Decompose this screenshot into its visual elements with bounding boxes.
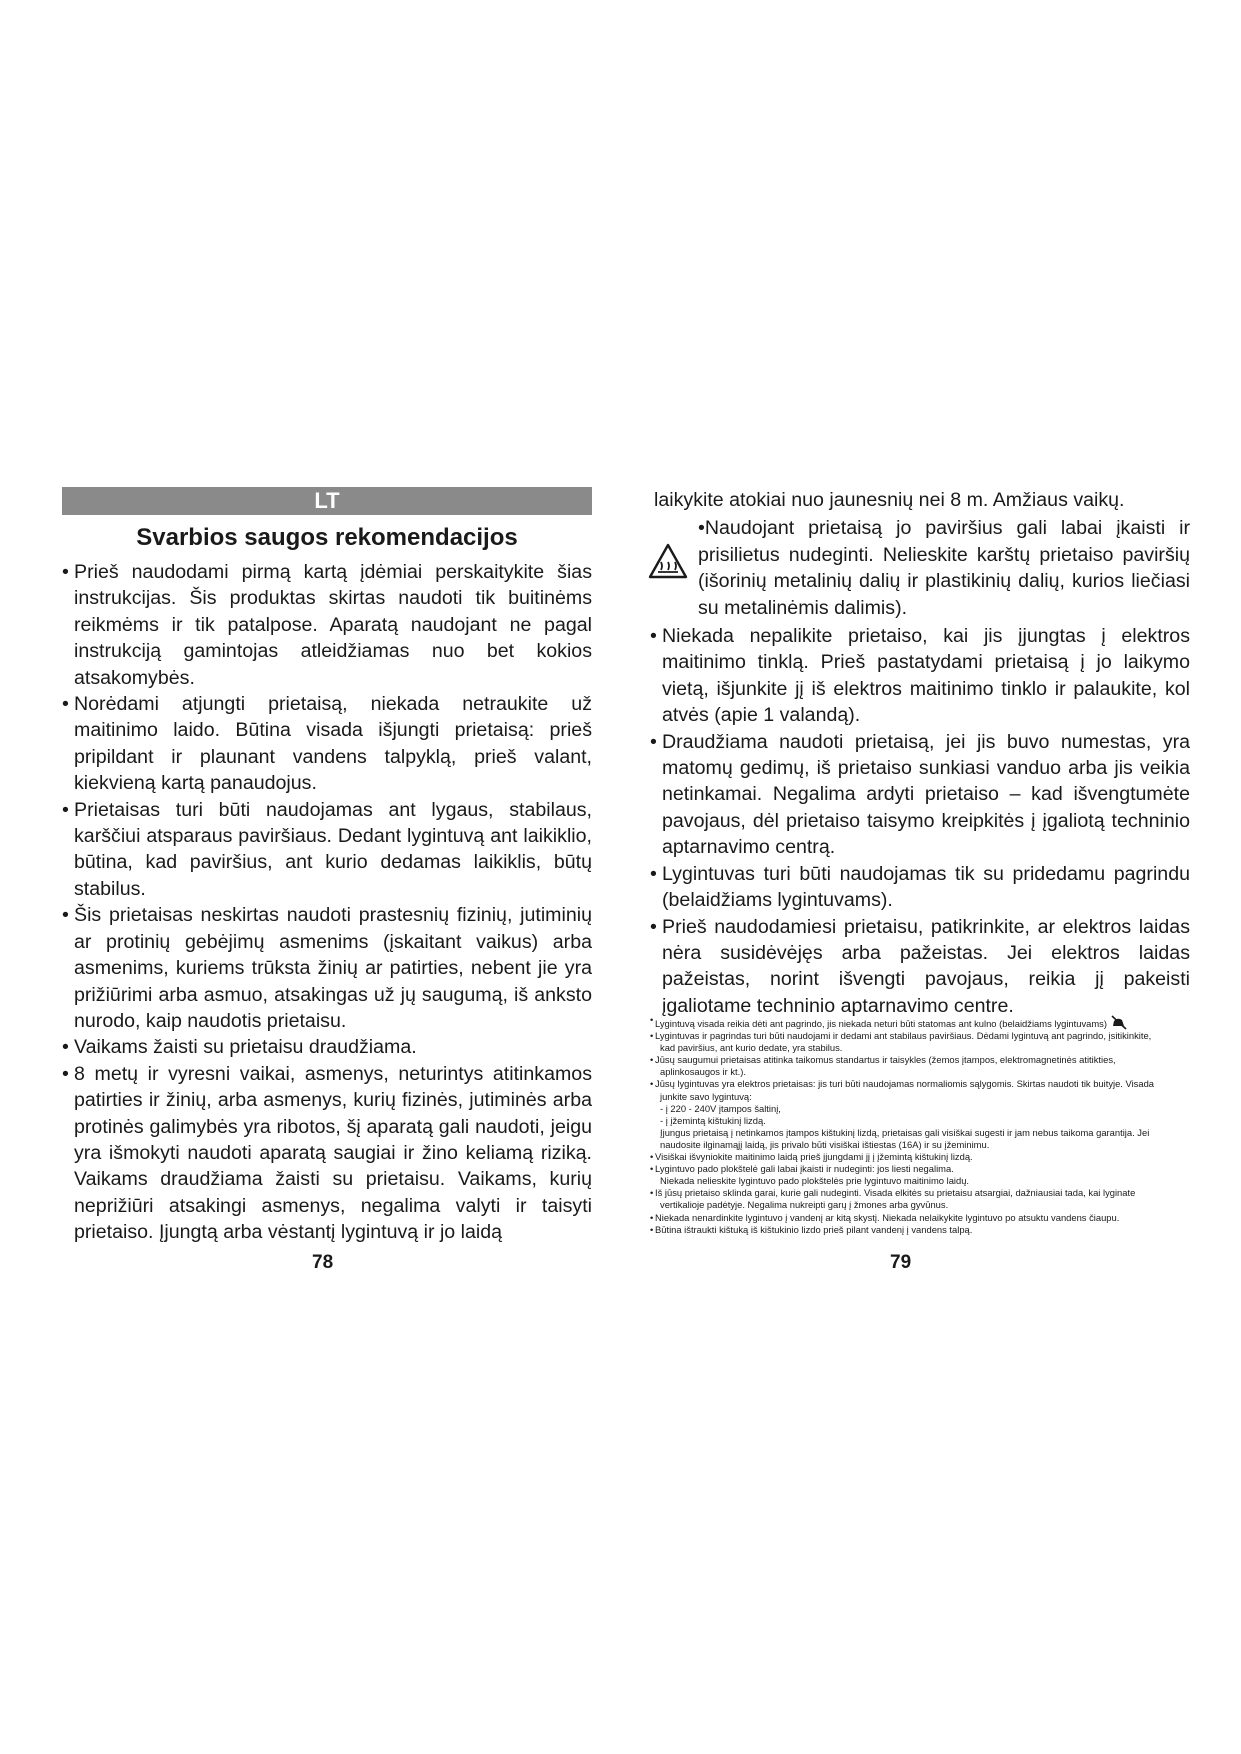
bullet: •	[650, 862, 657, 885]
bullet: •	[650, 1151, 654, 1163]
list-item: • Niekada nepalikite prietaiso, kai jis įjungtas į elektros maitinimo tinklą. Prieš pastatydami prietaisą į jo laikymo vietą, išjunkite jį iš elektros maitinimo tinklo ir palaukite, kol atvės (apie 1 valandą).	[650, 625, 1190, 727]
list-item: • 8 metų ir vyresni vaikai, asmenys, neturintys atitinkamos patirties ir žinių, arba asmenys, kurių fizinės, jutiminės arba protinės galimybės yra ribotos, šį aparatą gali naudoti, jeigu yra išmokyti naudoti aparatą saugiai ir žino keliamą riziką. Vaikams draudžiama žaisti su prietaisu. Vaikams, kurių neprižiūri atsakingi asmenys, negalima valyti ir taisyti prietaiso. Įjungtą arba vėstantį lygintuvą ir jo laidą	[62, 1062, 592, 1244]
small-note-text: Visiškai išvyniokite maitinimo laidą prieš įjungdami jį į įžemintą kištukinį lizdą.	[655, 1151, 973, 1163]
small-note-line	[650, 1054, 1190, 1066]
small-note-text: Lygintuvo pado plokštelė gali labai įkaisti ir nudeginti: jos liesti negalima.	[655, 1163, 954, 1175]
small-note-line	[650, 1175, 1190, 1187]
bullet: •	[650, 1223, 654, 1235]
list-item: • Šis prietaisas neskirtas naudoti prastesnių fizinių, jutiminių ar protinių gebėjimų asmenims (įskaitant vaikus) arba asmenims, kuriems trūksta žinių ar patirties, nebent jie yra prižiūrimi arba asmuo, atsakingas už jų saugumą, iš anksto nurodo, kaip naudotis prietaisu.	[62, 904, 592, 1032]
small-note-text: naudosite ilginamąjį laidą, jis privalo būti visiškai ištiestas (16A) ir su įžeminimu.	[660, 1138, 990, 1150]
list-item: • Prietaisas turi būti naudojamas ant lygaus, stabilaus, karščiui atsparaus paviršiaus. Dedant lygintuvą ant laikiklio, būtina, kad paviršius, ant kurio dedamas laikiklis, būtų stabilus.	[62, 798, 592, 900]
small-note-line	[650, 1151, 1190, 1163]
bullet: •	[650, 1030, 654, 1042]
small-note-text: Niekada nenardinkite lygintuvo į vandenį ar kitą skystį. Niekada nelaikykite lygintuvo po atsuktu vandens čiaupu.	[655, 1211, 1120, 1223]
bullet: •	[62, 1062, 69, 1085]
language-header-bar	[62, 487, 592, 515]
continuation-text: laikykite atokiai nuo jaunesnių nei 8 m. Amžiaus vaikų.	[654, 489, 1125, 511]
list-item: • Norėdami atjungti prietaisą, niekada netraukite už maitinimo laido. Būtina visada išjungti prietaisą: prieš pripildant ir plaunant vandens talpyklą, prieš valant, kiekvieną kartą panaudojus.	[62, 693, 592, 795]
small-note-line	[650, 1014, 1190, 1030]
hot-surface-warning: •Naudojant prietaisą jo paviršius gali labai įkaisti ir prisilietus nudeginti. Nelieskite karštų prietaiso paviršių (išorinių metalinių dalių ir plastikinių dalių, kurios liečiasi su metalinėmis dalimis).	[650, 515, 1190, 621]
small-note-line	[650, 1115, 1190, 1127]
small-note-text: kad paviršius, ant kurio dedate, yra stabilus.	[660, 1042, 843, 1054]
right-safety-list	[650, 487, 1190, 1019]
small-note-text: Jūsų saugumui prietaisas atitinka taikomus standartus ir taisykles (žemos įtampos, elektromagnetinės atitikties,	[655, 1054, 1116, 1066]
small-note-text: Būtina ištraukti kištuką iš kištukinio lizdo prieš pilant vandenį į vandens talpą.	[655, 1223, 973, 1235]
small-print-notes	[650, 1014, 1190, 1236]
bullet: •	[650, 625, 657, 648]
small-note-line	[650, 1091, 1190, 1103]
bullet: •	[62, 1036, 69, 1059]
small-note-line	[650, 1224, 1190, 1236]
list-item: • Vaikams žaisti su prietaisu draudžiama.	[62, 1034, 592, 1060]
bullet: •	[650, 730, 657, 753]
small-note-text: vertikalioje padėtyje. Negalima nukreipti garų į žmones arba gyvūnus.	[660, 1199, 949, 1211]
small-note-line	[650, 1139, 1190, 1151]
bullet: •	[698, 517, 705, 540]
page-number-left: 78	[312, 1252, 334, 1273]
list-item: • Draudžiama naudoti prietaisą, jei jis buvo numestas, yra matomų gedimų, iš prietaiso sunkiasi vanduo arba jis veikia netinkamai. Negalima ardyti prietaiso – kad išvengtumėte pavojaus, dėl prietaiso taisymo kreipkitės į įgaliotą techninio aptarnavimo centrą.	[650, 730, 1190, 859]
no-heel-icon	[1110, 1014, 1128, 1030]
bullet: •	[650, 915, 657, 938]
bullet: •	[62, 693, 69, 716]
bullet: •	[650, 1163, 654, 1175]
small-note-line	[650, 1078, 1190, 1090]
small-note-text: - į įžemintą kištukinį lizdą.	[660, 1114, 766, 1126]
bullet: •	[650, 1014, 654, 1025]
page-title: Svarbios saugos rekomendacijos	[136, 524, 518, 551]
small-note-line	[650, 1212, 1190, 1224]
small-note-text: junkite savo lygintuvą:	[660, 1090, 752, 1102]
small-note-text: Iš jūsų prietaiso sklinda garai, kurie gali nudeginti. Visada elkitės su prietaisu atsargiai, dažniausiai tada, kai lyginate	[655, 1187, 1136, 1199]
small-note-line	[650, 1199, 1190, 1211]
bullet: •	[62, 561, 69, 583]
small-note-text: Niekada nelieskite lygintuvo pado plokštelės prie lygintuvo maitinimo laidų.	[660, 1175, 970, 1187]
small-note-text: aplinkosaugos ir kt.).	[660, 1066, 746, 1078]
bullet: •	[650, 1211, 654, 1223]
bullet: •	[650, 1054, 654, 1066]
left-safety-list	[62, 559, 592, 1246]
small-note-text: Įjungus prietaisą į netinkamos įtampos kištukinį lizdą, prietaisas gali visiškai sugesti ir jam nebus taikoma garantija. Jei	[660, 1126, 1150, 1138]
small-note-line	[650, 1103, 1190, 1115]
small-note-line	[650, 1030, 1190, 1042]
small-note-line	[650, 1127, 1190, 1139]
bullet: •	[62, 798, 69, 821]
small-note-text: - į 220 - 240V įtampos šaltinį,	[660, 1102, 781, 1114]
small-note-text: Lygintuvą visada reikia dėti ant pagrindo, jis niekada neturi būti statomas ant kulno (belaidžiams lygintuvams)	[655, 1018, 1107, 1029]
small-note-line	[650, 1163, 1190, 1175]
page-number-right: 79	[890, 1252, 912, 1273]
small-note-text: Lygintuvas ir pagrindas turi būti naudojami ir dedami ant stabilaus paviršiaus. Dėdami lygintuvą ant pagrindo, įsitikinkite,	[655, 1030, 1152, 1042]
language-code: LT	[314, 488, 340, 513]
bullet: •	[62, 904, 69, 927]
small-note-line	[650, 1187, 1190, 1199]
small-note-text: Jūsų lygintuvas yra elektros prietaisas: jis turi būti naudojamas normaliomis sąlygomis. Skirtas naudoti tik buityje. Visada	[655, 1078, 1155, 1090]
list-item: • Prieš naudodamiesi prietaisu, patikrinkite, ar elektros laidas nėra susidėvėjęs arba pažeistas. Jei elektros laidas pažeistas, norint išvengti pavojaus, reikia jį pakeisti įgaliotame techninio aptarnavimo centre.	[650, 915, 1190, 1017]
list-item: • Lygintuvas turi būti naudojamas tik su pridedamu pagrindu (belaidžiams lygintuvams).	[650, 862, 1190, 912]
small-note-line	[650, 1042, 1190, 1054]
bullet: •	[650, 1187, 654, 1199]
list-item: • Prieš naudodami pirmą kartą įdėmiai perskaitykite šias instrukcijas. Šis produktas skirtas naudoti tik buitinėms reikmėms ir tik patalpose. Aparatą naudojant ne pagal instrukciją gamintojas atleidžiamas nuo bet kokios atsakomybės.	[62, 561, 592, 689]
small-note-line	[650, 1066, 1190, 1078]
bullet: •	[650, 1078, 654, 1090]
hot-surface-warning-icon	[648, 543, 688, 579]
